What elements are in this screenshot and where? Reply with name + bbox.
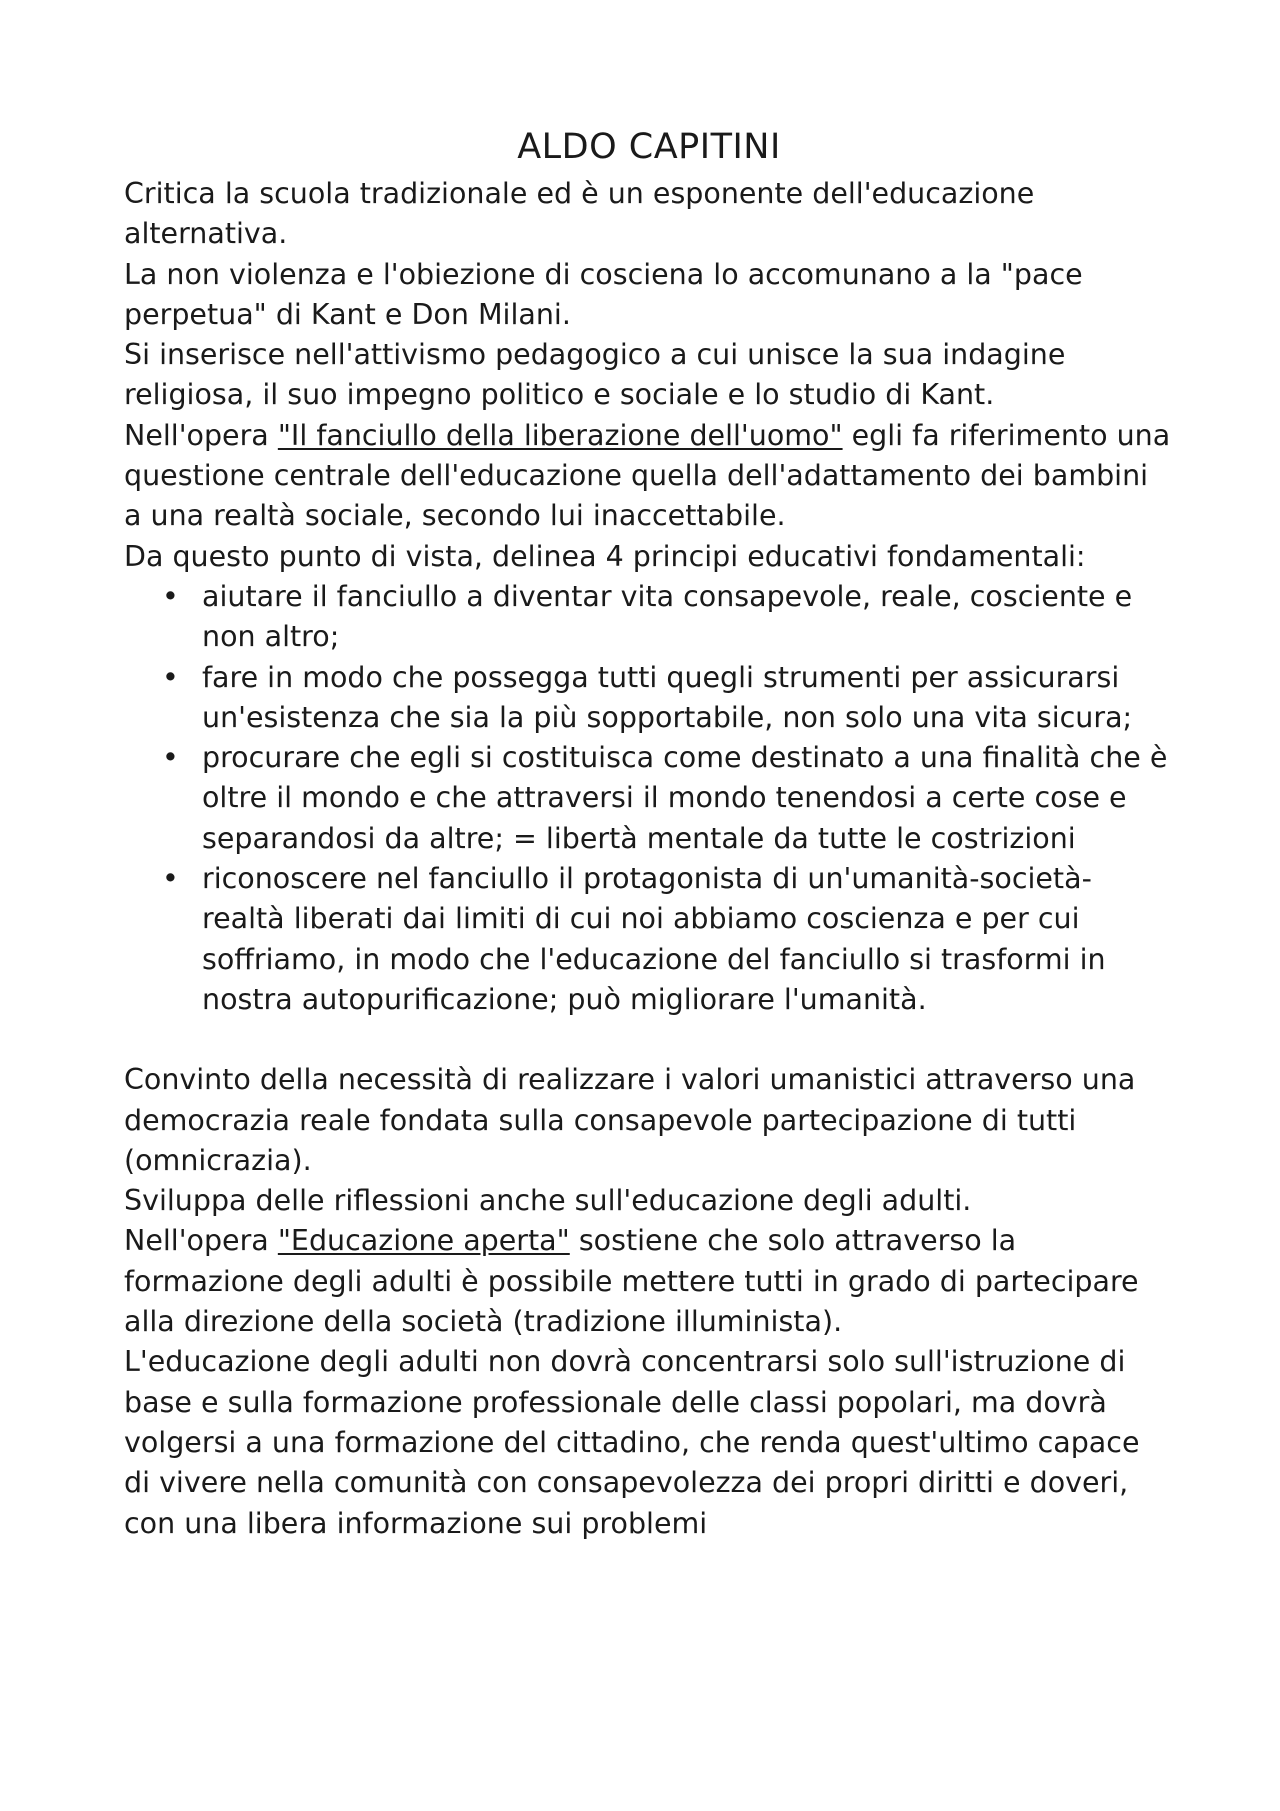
principle-item [162, 577, 1174, 658]
document-page [124, 120, 1174, 1544]
work-2-description: sostiene che solo attraverso la formazione degli adulti è possibile mettere tutti in grado di partecipare alla direzione della società (tradizione illuminista). [124, 1224, 1139, 1339]
adults-paragraph: Sviluppa delle riflessioni anche sull'educazione degli adulti. [124, 1184, 972, 1218]
work-paragraph-1 [124, 416, 1174, 537]
principles-intro: Da questo punto di vista, delinea 4 principi educativi fondamentali: [124, 539, 1086, 573]
principle-item [162, 658, 1174, 739]
principle-text: procurare che egli si costituisca come destinato a una finalità che è oltre il mondo e che attraversi il mondo tenendosi a certe cose e separandosi da altre; = libertà mentale da tutte le costrizioni [202, 741, 1168, 855]
adult-education-paragraph: L'educazione degli adulti non dovrà concentrarsi solo sull'istruzione di base e sulla formazione professionale delle classi popolari, ma dovrà volgersi a una formazione del cittadino, che renda quest'ultimo capace di vivere nella comunità con consapevolezza dei propri diritti e doveri, con una libera informazione sui problemi [124, 1345, 1140, 1540]
bullet-icon: • [162, 579, 179, 613]
principle-item [162, 859, 1174, 1020]
democracy-paragraph: Convinto della necessità di realizzare i valori umanistici attraverso una democrazia reale fondata sulla consapevole partecipazione di tutti (omnicrazia). [124, 1063, 1136, 1177]
principle-text: aiutare il fanciullo a diventar vita consapevole, reale, cosciente e non altro; [202, 579, 1133, 654]
work-paragraph-2 [124, 1221, 1174, 1342]
work-title-educazione-aperta: "Educazione aperta" [277, 1224, 570, 1258]
bullet-icon: • [162, 741, 179, 775]
work-1-lead-text: Nell'opera [124, 418, 278, 452]
work-2-lead-text: Nell'opera [124, 1224, 278, 1258]
intro-paragraph-1: Critica la scuola tradizionale ed è un esponente dell'educazione alternativa. [124, 177, 1035, 251]
intro-paragraph-3: Si inserisce nell'attivismo pedagogico a cui unisce la sua indagine religiosa, il suo impegno politico e sociale e lo studio di Kant. [124, 338, 1066, 412]
page-title: ALDO CAPITINI [517, 127, 781, 167]
work-1-description: egli fa riferimento una questione centrale dell'educazione quella dell'adattamento dei bambini a una realtà sociale, secondo lui inaccettabile. [124, 418, 1171, 533]
principle-text: fare in modo che possegga tutti quegli strumenti per assicurarsi un'esistenza che sia la più sopportabile, non solo una vita sicura; [202, 660, 1133, 734]
bullet-icon: • [162, 862, 179, 896]
principle-text: riconoscere nel fanciullo il protagonista di un'umanità-società-realtà liberati dai limiti di cui noi abbiamo coscienza e per cui soffriamo, in modo che l'educazione del fanciullo si trasformi in nostra autopurificazione; può migliorare l'umanità. [202, 862, 1106, 1016]
principles-list [124, 577, 1174, 1020]
intro-paragraph-2: La non violenza e l'obiezione di cosciena lo accomunano a la "pace perpetua" di Kant e Don Milani. [124, 257, 1083, 331]
work-title-il-fanciullo: "Il fanciullo della liberazione dell'uomo" [277, 418, 843, 452]
bullet-icon: • [162, 660, 179, 694]
paragraph-spacer [124, 1020, 1174, 1060]
principle-item [162, 738, 1174, 859]
